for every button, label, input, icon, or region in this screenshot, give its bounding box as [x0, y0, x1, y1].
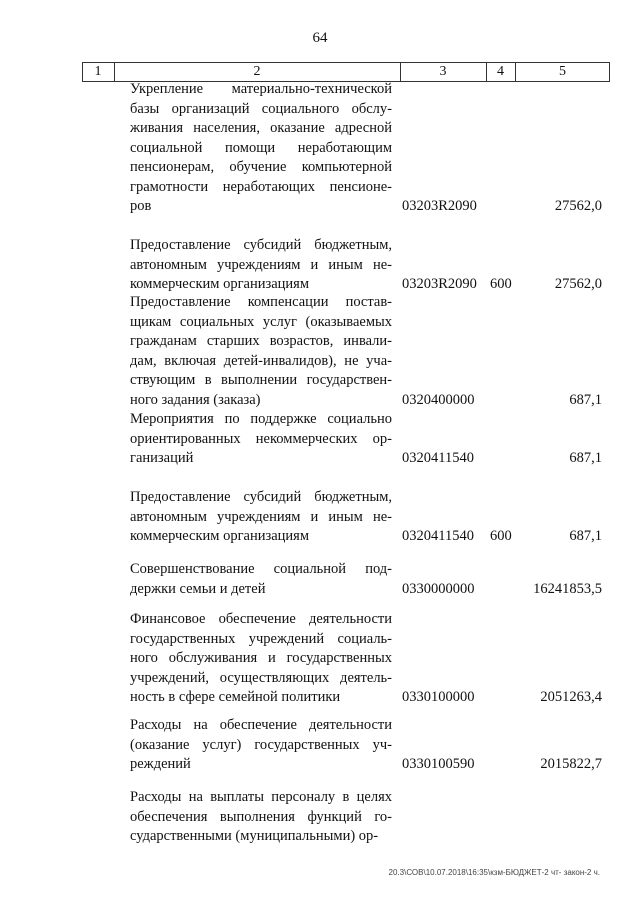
description-line: автономным учреждениям и иным не- [130, 508, 392, 525]
description-line: Мероприятия по поддержке социально [130, 411, 392, 427]
description-line: Предоставление компенсации постав- [130, 294, 392, 310]
description-line: щикам социальных услуг (оказываемых [130, 313, 392, 330]
table-row [130, 560, 610, 599]
description-line: дам, включая детей-инвалидов), не уча- [130, 352, 392, 369]
description-line: ганизаций [130, 450, 194, 466]
row-code: 0320411540 [402, 450, 474, 466]
description-line: ствующим в выполнении государствен- [130, 372, 392, 388]
row-description [130, 560, 392, 599]
row-description [130, 80, 392, 217]
table-row [130, 236, 610, 295]
row-expense-type: 600 [490, 528, 512, 544]
description-line: ность в сфере семейной политики [130, 689, 341, 705]
description-line: коммерческим организациям [130, 528, 310, 544]
description-line: Расходы на выплаты персоналу в целях [130, 789, 392, 805]
table-row [130, 788, 610, 847]
row-amount: 687,1 [569, 450, 602, 466]
header-col-4: 4 [497, 64, 504, 79]
description-line: пенсионерам, обучение компьютерной [130, 159, 392, 175]
description-line: Предоставление субсидий бюджетным, [130, 489, 392, 505]
row-code: 0330000000 [402, 580, 475, 597]
table-row [130, 716, 610, 775]
description-line: ного обслуживания и государственных [130, 650, 392, 666]
description-line: держки семьи и детей [130, 580, 266, 597]
description-line: Финансовое обеспечение деятельности [130, 611, 392, 627]
description-line: социальной помощи неработающим [130, 139, 392, 156]
description-line: обеспечения выполнения функций го- [130, 808, 392, 825]
row-amount: 687,1 [569, 391, 602, 408]
row-description [130, 488, 392, 547]
header-col-1: 1 [94, 64, 102, 79]
description-line: ров [130, 198, 152, 214]
description-line: грамотности неработающих пенсионе- [130, 178, 392, 195]
footer-stamp: 20.3\СОВ\10.07.2018\16:35\кзм-БЮДЖЕТ-2 чт- закон-2 ч. [388, 868, 600, 877]
row-amount: 2015822,7 [540, 756, 602, 772]
description-line: коммерческим организациям [130, 276, 310, 292]
row-code: 03203R2090 [402, 198, 477, 214]
row-description [130, 716, 392, 775]
description-line: базы организаций социального обслу- [130, 100, 392, 117]
row-description [130, 788, 392, 847]
header-col-3: 3 [439, 64, 447, 79]
row-code: 03203R2090 [402, 276, 477, 292]
table-row [130, 80, 610, 217]
table-row [130, 610, 610, 708]
description-line: Предоставление субсидий бюджетным, [130, 237, 392, 253]
header-col-2: 2 [253, 64, 261, 79]
row-description [130, 410, 392, 469]
row-description [130, 236, 392, 295]
description-line: автономным учреждениям и иным не- [130, 256, 392, 273]
row-amount: 27562,0 [554, 198, 602, 214]
row-code: 0330100590 [402, 756, 475, 772]
row-code: 0320400000 [402, 391, 475, 408]
description-line: ориентированных некоммерческих ор- [130, 430, 392, 447]
row-amount: 2051263,4 [540, 689, 602, 705]
description-line: ного задания (заказа) [130, 391, 261, 408]
table-row [130, 293, 610, 410]
row-code: 0330100000 [402, 689, 475, 705]
table-row [130, 488, 610, 547]
description-line: (оказание услуг) государственных уч- [130, 736, 392, 753]
header-col-5: 5 [559, 64, 566, 79]
row-description [130, 610, 392, 708]
table-row [130, 410, 610, 469]
description-line: сударственными (муниципальными) ор- [130, 828, 379, 844]
table-header [82, 62, 610, 82]
description-line: Расходы на обеспечение деятельности [130, 717, 392, 733]
description-line: реждений [130, 756, 191, 772]
row-code: 0320411540 [402, 528, 474, 544]
description-line: Совершенствование социальной под- [130, 561, 392, 577]
page-number: 64 [312, 30, 328, 46]
description-line: учреждений, осуществляющих деятель- [130, 669, 392, 686]
description-line: Укрепление материально-технической [130, 81, 392, 97]
description-line: живания населения, оказание адресной [130, 120, 392, 136]
row-amount: 16241853,5 [533, 580, 602, 597]
row-amount: 687,1 [569, 528, 602, 544]
row-expense-type: 600 [490, 276, 512, 292]
row-description [130, 293, 392, 410]
description-line: государственных учреждений социаль- [130, 630, 392, 647]
description-line: гражданам старших возрастов, инвали- [130, 333, 392, 349]
row-amount: 27562,0 [554, 276, 602, 292]
